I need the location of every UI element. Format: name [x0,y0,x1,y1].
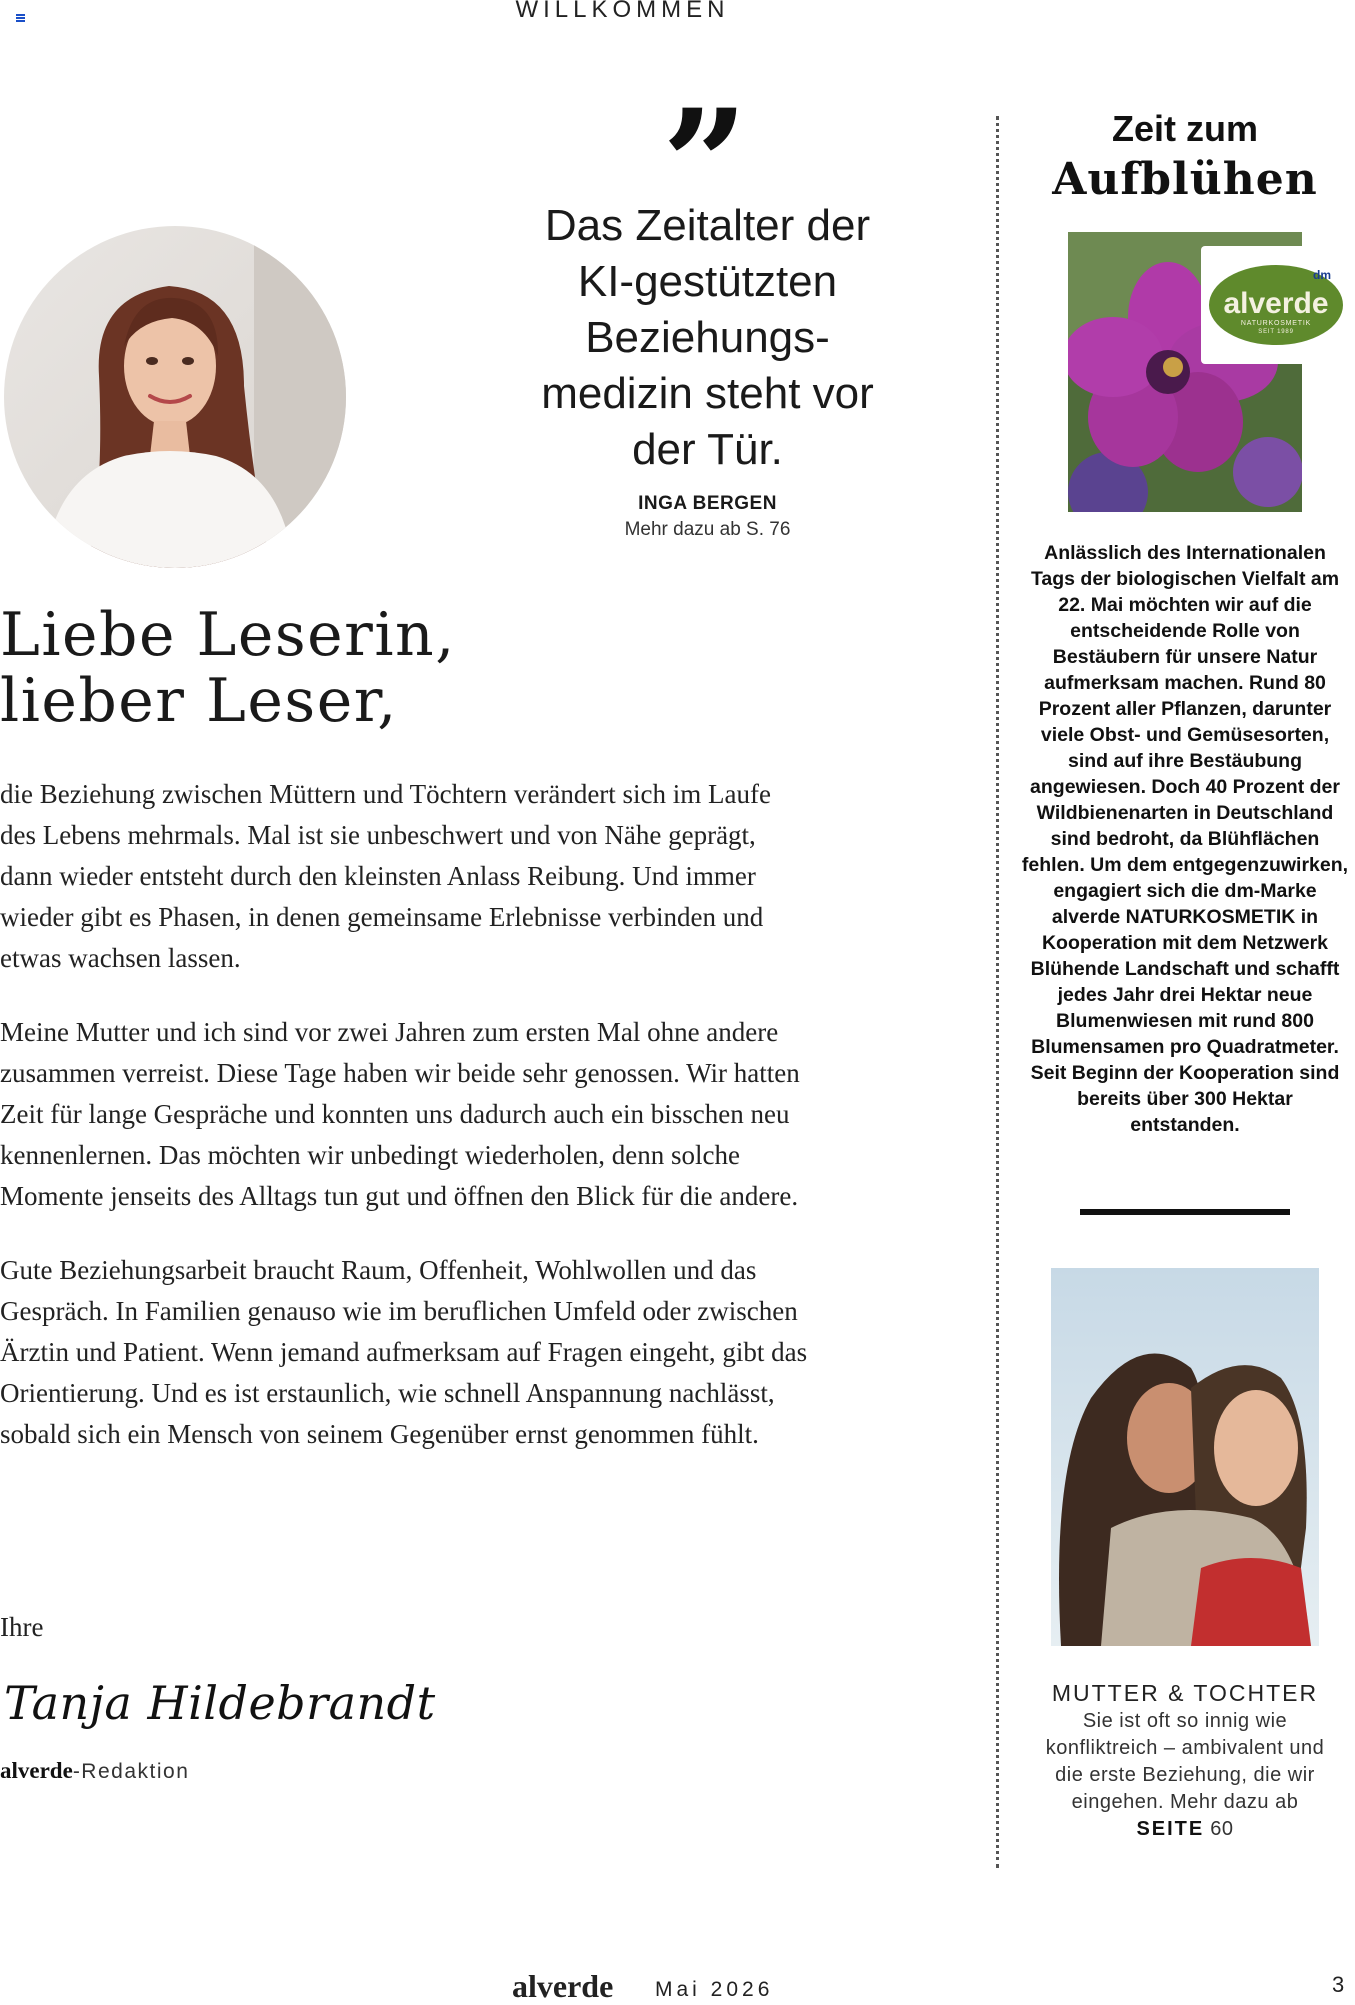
letter-paragraph: Meine Mutter und ich sind vor zwei Jahren zum ersten Mal ohne andere zusammen verreist. Diese Tage haben wir beide sehr genossen. Wir hatten Zeit für lange Gespräche und konnten uns dadurch auch ein bisschen neu kennenlernen. Das möchten wir unbedingt wiederholen, denn solche Momente jenseits des Alltags tun gut und öffnen den Blick für die andere. [0,1017,800,1211]
letter-closing: Ihre [0,1612,44,1642]
editor-brand: alverde [0,1758,73,1783]
caption-link[interactable]: SEITE [1136,1818,1205,1840]
sidebar-title-line-1: Zeit zum [1111,108,1258,149]
column-divider [996,116,999,1868]
section-title: WILLKOMMEN [515,0,730,23]
letter-paragraph: Gute Beziehungsarbeit braucht Raum, Offenheit, Wohlwollen und das Gespräch. In Familien genauso wie im beruflichen Umfeld oder zwischen Ärztin und Patient. Wenn jemand aufmerksam auf Fragen eingeht, gibt das Orientierung. Und es ist erstaunlich, wie schnell Anspannung nachlässt, sobald sich ein Mensch von seinem Gegenüber ernst genommen fühlt. [0,1255,808,1449]
page-number: 3 [1332,1972,1345,1997]
sidebar-title-line-2: Aufblühen [1052,154,1318,205]
dm-logo: dm [1313,268,1331,282]
quote-reference: Mehr dazu ab S. 76 [624,519,791,540]
greeting-line-1: Liebe Leserin, [0,600,456,670]
greeting-line-2: lieber Leser, [0,666,398,736]
quote-mark: ” [661,77,749,253]
mother-daughter-photo [1051,1268,1319,1646]
letter-greeting [0,602,700,734]
pull-quote: Das Zeitalter der KI-gestützten Beziehungs-medizin steht vor der Tür. [541,201,874,474]
caption-page: 60 [1210,1818,1234,1840]
footer-date: Mai 2026 [655,1978,774,2001]
logo-wordmark: alverde [1223,287,1329,320]
caption-text [1040,1708,1330,1843]
editor-portrait [4,226,346,568]
signature: Tanja Hildebrandt [4,1676,436,1730]
editor-suffix: -Redaktion [72,1760,190,1783]
caption-title: MUTTER & TOCHTER [1051,1680,1319,1706]
alverde-logo [1201,246,1351,364]
letter-paragraph: die Beziehung zwischen Müttern und Töchtern verändert sich im Laufe des Lebens mehrmals. Mal ist sie unbeschwert und von Nähe geprägt, dann wieder entsteht durch den kleinsten Anlass Reibung. Und immer wieder gibt es Phasen, in denen gemeinsame Erlebnisse verbinden und etwas wachsen lassen. [0,779,771,973]
caption-body: Sie ist oft so innig wie konfliktreich – ambivalent und die erste Beziehung, die wir eingehen. Mehr dazu ab [1045,1710,1325,1813]
logo-subline: NATURKOSMETIK [1240,320,1312,327]
quote-author: INGA BERGEN [638,493,777,514]
sidebar-rule [1080,1209,1290,1215]
letter-body [0,774,810,1488]
sidebar-body: Anlässlich des Internationalen Tags der biologischen Vielfalt am 22. Mai möchten wir auf die entscheidende Rolle von Bestäubern für unsere Natur aufmerksam machen. Rund 80 Prozent aller Pflanzen, darunter viele Obst- und Gemüsesorten, sind auf ihre Bestäubung angewiesen. Doch 40 Prozent der Wildbienenarten in Deutschland sind bedroht, da Blühflächen fehlen. Um dem entgegenzuwirken, engagiert sich die dm-Marke alverde NATURKOSMETIK in Kooperation mit dem Netzwerk Blühende Landschaft und schafft jedes Jahr drei Hektar neue Blumenwiesen mit rund 800 Blumensamen pro Quadratmeter. Seit Beginn der Kooperation sind bereits über 300 Hektar entstanden. [1021,542,1349,1136]
footer-logo: alverde [512,1968,614,2004]
logo-year: SEIT 1989 [1258,329,1294,335]
editor-credit [0,1758,189,1784]
